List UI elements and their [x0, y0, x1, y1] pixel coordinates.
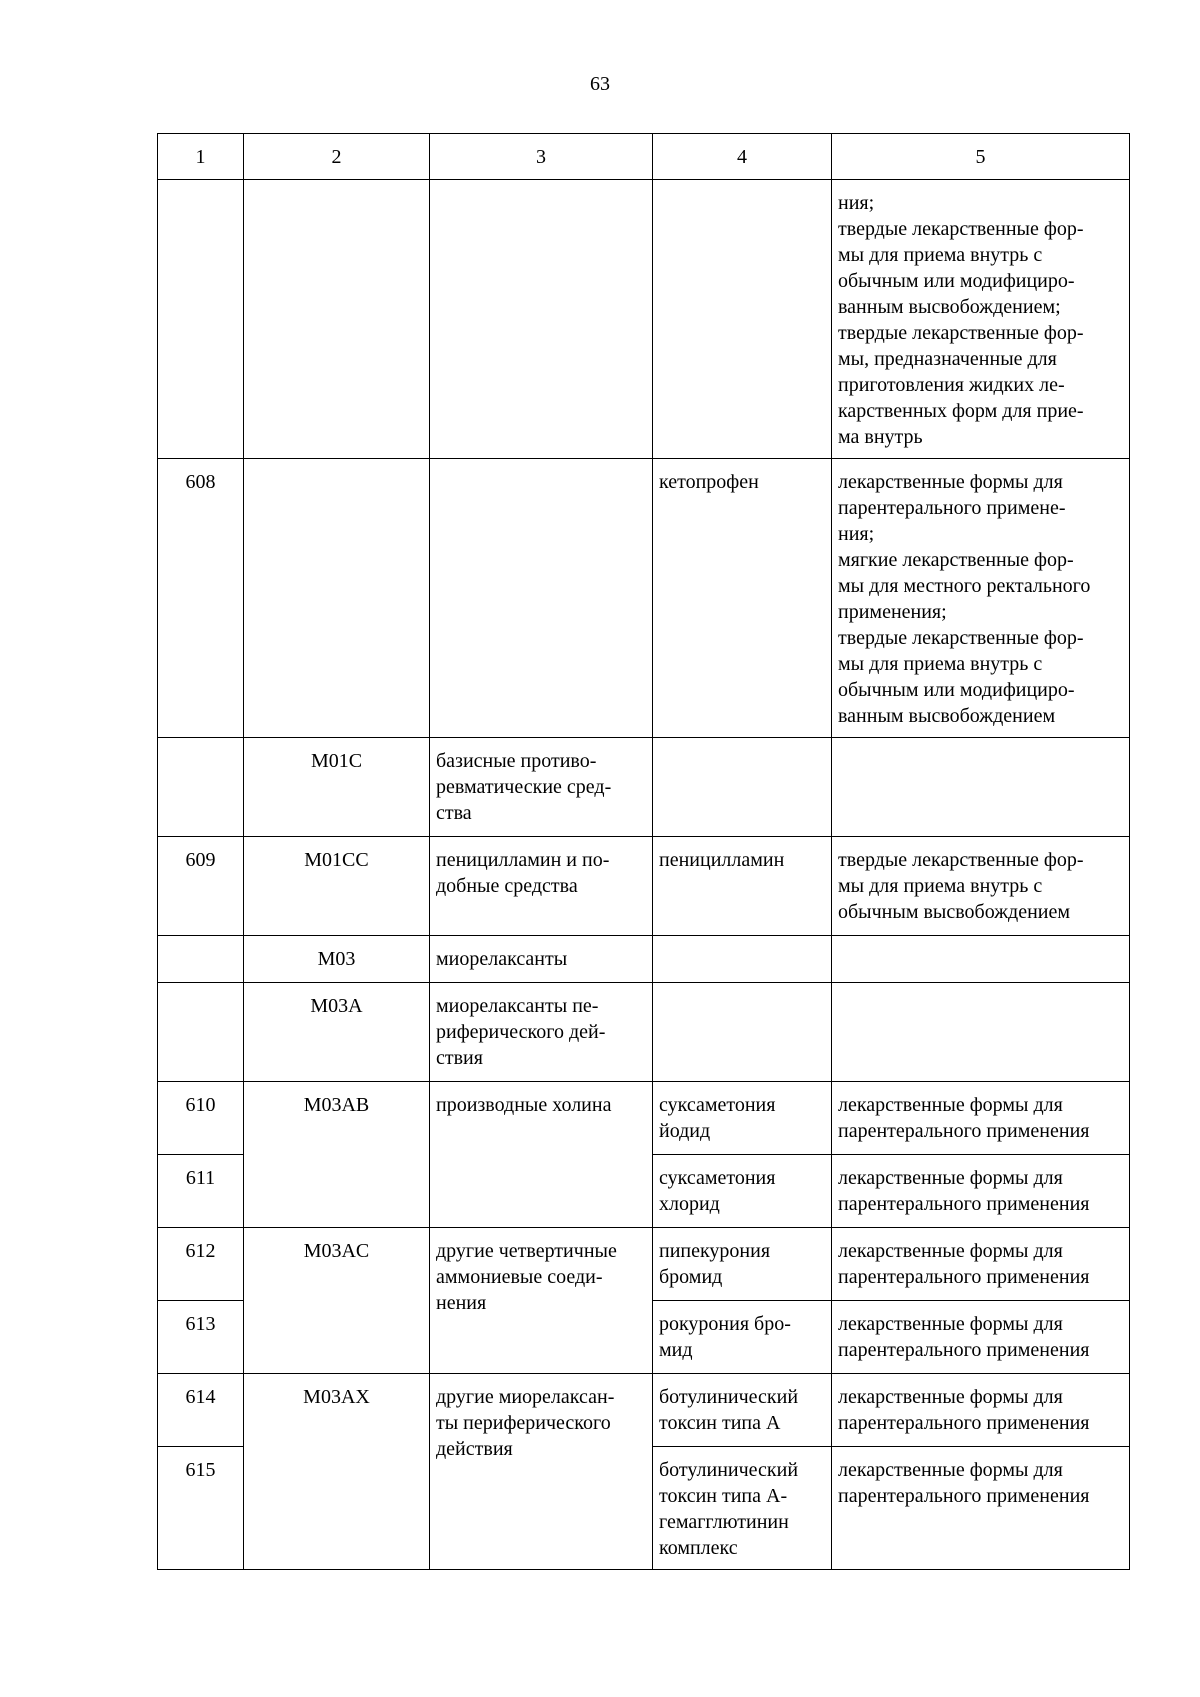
atc-group-line: ты периферического	[436, 1412, 611, 1434]
dosage-forms-line: лекарственные формы для	[838, 1386, 1063, 1408]
atc-code: M03A	[244, 983, 430, 1082]
atc-code: M03	[244, 936, 430, 983]
drug-name-line: бромид	[659, 1266, 723, 1288]
atc-group-line: ревматические сред-	[436, 776, 612, 798]
dosage-forms-line: парентерального применения	[838, 1120, 1090, 1142]
dosage-forms-line: лекарственные формы для	[838, 1459, 1063, 1481]
table-row	[158, 459, 1130, 738]
dosage-forms	[832, 1447, 1130, 1570]
atc-code: M03AX	[244, 1374, 430, 1570]
atc-group-line: риферического дей-	[436, 1021, 606, 1043]
row-number: 610	[158, 1082, 244, 1155]
row-number	[158, 180, 244, 459]
atc-code: M03AC	[244, 1228, 430, 1374]
dosage-forms	[832, 1301, 1130, 1374]
drug-name	[653, 936, 832, 983]
dosage-forms-line: твердые лекарственные фор-	[838, 218, 1084, 240]
dosage-forms-line: обычным или модифициро-	[838, 270, 1075, 292]
atc-code	[244, 459, 430, 738]
dosage-forms-line: лекарственные формы для	[838, 1167, 1063, 1189]
dosage-forms-line: парентерального примене-	[838, 497, 1066, 519]
drug-name	[653, 837, 832, 936]
dosage-forms-line: парентерального применения	[838, 1339, 1090, 1361]
atc-group-line: базисные противо-	[436, 750, 597, 772]
atc-group	[430, 1082, 653, 1228]
drug-name-line: суксаметония	[659, 1094, 776, 1116]
atc-group	[430, 837, 653, 936]
atc-group-line: действия	[436, 1438, 513, 1460]
dosage-forms-line: карственных форм для прие-	[838, 400, 1084, 422]
atc-group	[430, 180, 653, 459]
drug-name	[653, 1374, 832, 1447]
row-number	[158, 738, 244, 837]
row-number: 613	[158, 1301, 244, 1374]
dosage-forms-line: приготовления жидких ле-	[838, 374, 1065, 396]
drug-name-line: ботулинический	[659, 1459, 799, 1481]
atc-group-line: другие миорелаксан-	[436, 1386, 615, 1408]
atc-code: M03AB	[244, 1082, 430, 1228]
row-number: 608	[158, 459, 244, 738]
drug-name	[653, 1082, 832, 1155]
dosage-forms-line: ма внутрь	[838, 426, 923, 448]
dosage-forms	[832, 1082, 1130, 1155]
table-row	[158, 1228, 1130, 1301]
column-header: 2	[244, 134, 430, 180]
column-header: 5	[832, 134, 1130, 180]
dosage-forms-line: твердые лекарственные фор-	[838, 627, 1084, 649]
table-row	[158, 1374, 1130, 1447]
dosage-forms	[832, 738, 1130, 837]
dosage-forms-line: твердые лекарственные фор-	[838, 849, 1084, 871]
atc-group-line: добные средства	[436, 875, 578, 897]
row-number: 611	[158, 1155, 244, 1228]
row-number: 609	[158, 837, 244, 936]
drug-name-line: токсин типа А	[659, 1412, 781, 1434]
row-number: 615	[158, 1447, 244, 1570]
atc-code	[244, 180, 430, 459]
row-number: 612	[158, 1228, 244, 1301]
drug-name-line: комплекс	[659, 1537, 738, 1559]
dosage-forms-line: лекарственные формы для	[838, 1313, 1063, 1335]
row-number: 614	[158, 1374, 244, 1447]
dosage-forms	[832, 459, 1130, 738]
dosage-forms-line: парентерального применения	[838, 1485, 1090, 1507]
dosage-forms-line: лекарственные формы для	[838, 1240, 1063, 1262]
drug-name-line: токсин типа А-	[659, 1485, 788, 1507]
dosage-forms	[832, 983, 1130, 1082]
dosage-forms-line: ния;	[838, 523, 875, 545]
drug-name	[653, 1447, 832, 1570]
drug-name	[653, 459, 832, 738]
atc-group	[430, 983, 653, 1082]
atc-group	[430, 459, 653, 738]
table-row	[158, 1082, 1130, 1155]
atc-group-line: производные холина	[436, 1094, 612, 1116]
page-number: 63	[590, 73, 610, 95]
dosage-forms	[832, 180, 1130, 459]
atc-code: M01C	[244, 738, 430, 837]
dosage-forms-line: мы для приема внутрь с	[838, 244, 1043, 266]
drug-name-line: ботулинический	[659, 1386, 799, 1408]
atc-group-line: нения	[436, 1292, 487, 1314]
dosage-forms-line: парентерального применения	[838, 1193, 1090, 1215]
drug-name	[653, 738, 832, 837]
dosage-forms-line: парентерального применения	[838, 1266, 1090, 1288]
atc-group	[430, 738, 653, 837]
dosage-forms-line: лекарственные формы для	[838, 471, 1063, 493]
table-row	[158, 936, 1130, 983]
dosage-forms-line: ванным высвобождением	[838, 705, 1056, 727]
atc-group	[430, 936, 653, 983]
dosage-forms-line: мы для местного ректального	[838, 575, 1091, 597]
dosage-forms	[832, 1374, 1130, 1447]
atc-group-line: миорелаксанты пе-	[436, 995, 599, 1017]
dosage-forms-line: ния;	[838, 192, 875, 214]
drug-name-line: пипекурония	[659, 1240, 771, 1262]
dosage-forms-line: мягкие лекарственные фор-	[838, 549, 1074, 571]
drug-name-line: гемагглютинин	[659, 1511, 789, 1533]
drug-name	[653, 1301, 832, 1374]
dosage-forms-line: твердые лекарственные фор-	[838, 322, 1084, 344]
drug-name	[653, 180, 832, 459]
dosage-forms-line: обычным или модифициро-	[838, 679, 1075, 701]
drug-name-line: пеницилламин	[659, 849, 785, 871]
table-row	[158, 983, 1130, 1082]
drug-name-line: мид	[659, 1339, 693, 1361]
drug-name-line: хлорид	[659, 1193, 720, 1215]
atc-group	[430, 1374, 653, 1570]
column-header: 1	[158, 134, 244, 180]
drug-name-line: кетопрофен	[659, 471, 759, 493]
atc-group-line: ства	[436, 802, 472, 824]
drug-name-line: суксаметония	[659, 1167, 776, 1189]
atc-group	[430, 1228, 653, 1374]
dosage-forms-line: мы для приема внутрь с	[838, 653, 1043, 675]
row-number	[158, 936, 244, 983]
table-row	[158, 738, 1130, 837]
row-number	[158, 983, 244, 1082]
drug-name-line: йодид	[659, 1120, 711, 1142]
drug-name	[653, 1155, 832, 1228]
dosage-forms	[832, 1155, 1130, 1228]
dosage-forms-line: применения;	[838, 601, 947, 623]
dosage-forms-line: мы для приема внутрь с	[838, 875, 1043, 897]
header-row	[158, 134, 1130, 180]
dosage-forms	[832, 1228, 1130, 1301]
dosage-forms	[832, 936, 1130, 983]
atc-code: M01CC	[244, 837, 430, 936]
drug-name	[653, 983, 832, 1082]
dosage-forms-line: ванным высвобождением;	[838, 296, 1061, 318]
column-header: 3	[430, 134, 653, 180]
drug-table	[157, 133, 1130, 1570]
dosage-forms	[832, 837, 1130, 936]
dosage-forms-line: обычным высвобождением	[838, 901, 1071, 923]
drug-name	[653, 1228, 832, 1301]
drug-name-line: рокурония бро-	[659, 1313, 791, 1335]
dosage-forms-line: мы, предназначенные для	[838, 348, 1057, 370]
atc-group-line: пеницилламин и по-	[436, 849, 610, 871]
dosage-forms-line: лекарственные формы для	[838, 1094, 1063, 1116]
atc-group-line: аммониевые соеди-	[436, 1266, 603, 1288]
table-row	[158, 180, 1130, 459]
dosage-forms-line: парентерального применения	[838, 1412, 1090, 1434]
atc-group-line: другие четвертичные	[436, 1240, 617, 1262]
atc-group-line: миорелаксанты	[436, 948, 568, 970]
table-body	[158, 180, 1130, 1570]
column-header: 4	[653, 134, 832, 180]
table-row	[158, 837, 1130, 936]
atc-group-line: ствия	[436, 1047, 483, 1069]
